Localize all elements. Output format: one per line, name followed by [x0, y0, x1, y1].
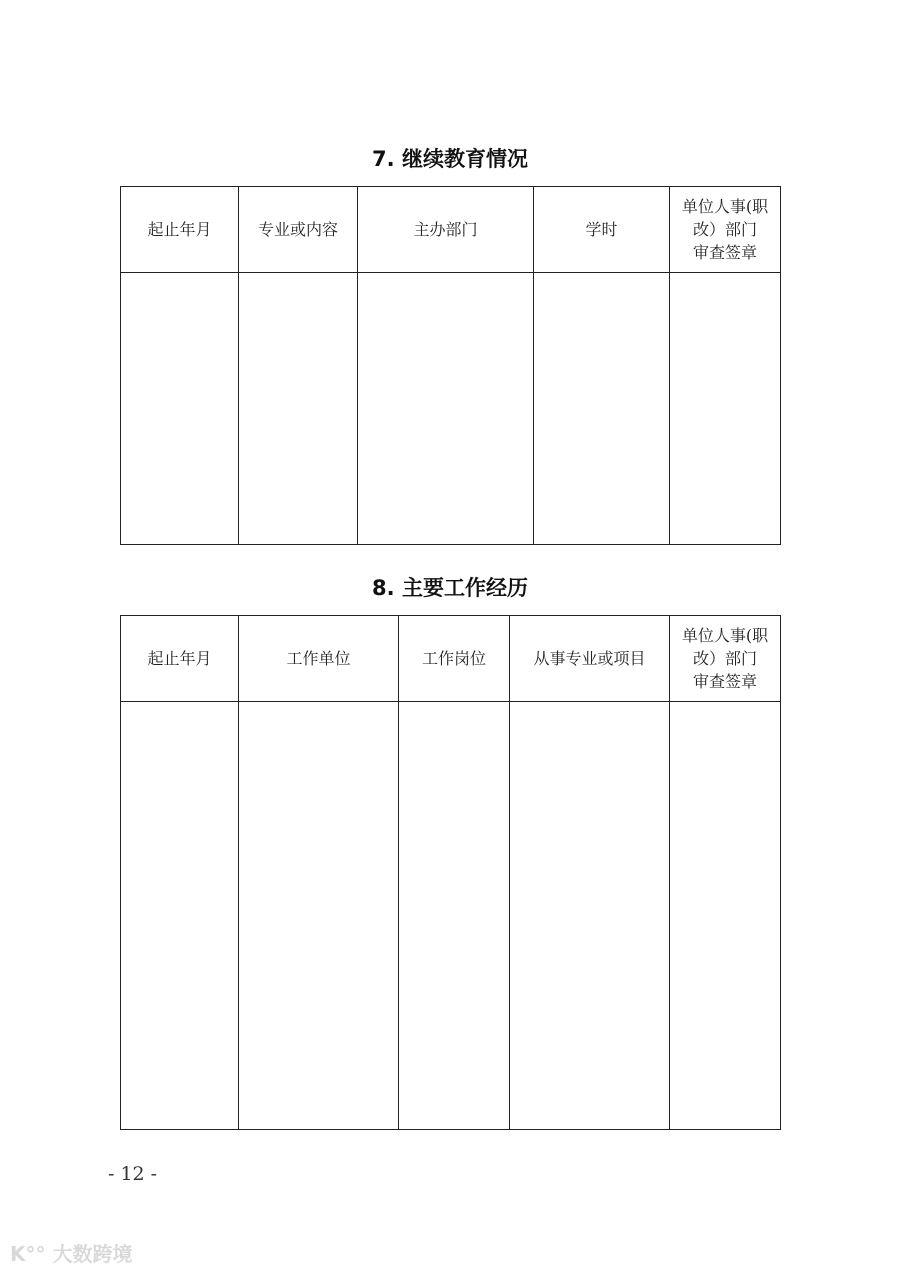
cell-position[interactable]	[399, 702, 510, 1130]
table-row	[121, 702, 781, 1130]
work-experience-table	[120, 615, 781, 1130]
cell-major-content[interactable]	[239, 273, 358, 545]
header-row	[121, 187, 781, 273]
header-period: 起止年月	[121, 616, 239, 702]
cell-period[interactable]	[121, 702, 239, 1130]
cell-field-project[interactable]	[510, 702, 670, 1130]
cell-organizer[interactable]	[358, 273, 534, 545]
table-row	[121, 273, 781, 545]
header-organizer: 主办部门	[358, 187, 534, 273]
header-position: 工作岗位	[399, 616, 510, 702]
header-row	[121, 616, 781, 702]
header-employer: 工作单位	[239, 616, 399, 702]
section-7-title: 7. 继续教育情况	[372, 147, 528, 171]
page-number: - 12 -	[108, 1163, 158, 1185]
header-field-project: 从事专业或项目	[510, 616, 670, 702]
cell-period[interactable]	[121, 273, 239, 545]
cell-review-seal[interactable]	[670, 273, 781, 545]
cell-review-seal[interactable]	[670, 702, 781, 1130]
watermark-logo: K°° 大数跨境	[10, 1242, 133, 1266]
cell-hours[interactable]	[534, 273, 670, 545]
header-review-seal: 单位人事(职 改）部门 审查签章	[670, 616, 781, 702]
continuing-education-table	[120, 186, 781, 545]
header-review-seal: 单位人事(职 改）部门 审查签章	[670, 187, 781, 273]
header-major-content: 专业或内容	[239, 187, 358, 273]
header-hours: 学时	[534, 187, 670, 273]
section-8-title: 8. 主要工作经历	[372, 576, 528, 600]
cell-employer[interactable]	[239, 702, 399, 1130]
header-period: 起止年月	[121, 187, 239, 273]
